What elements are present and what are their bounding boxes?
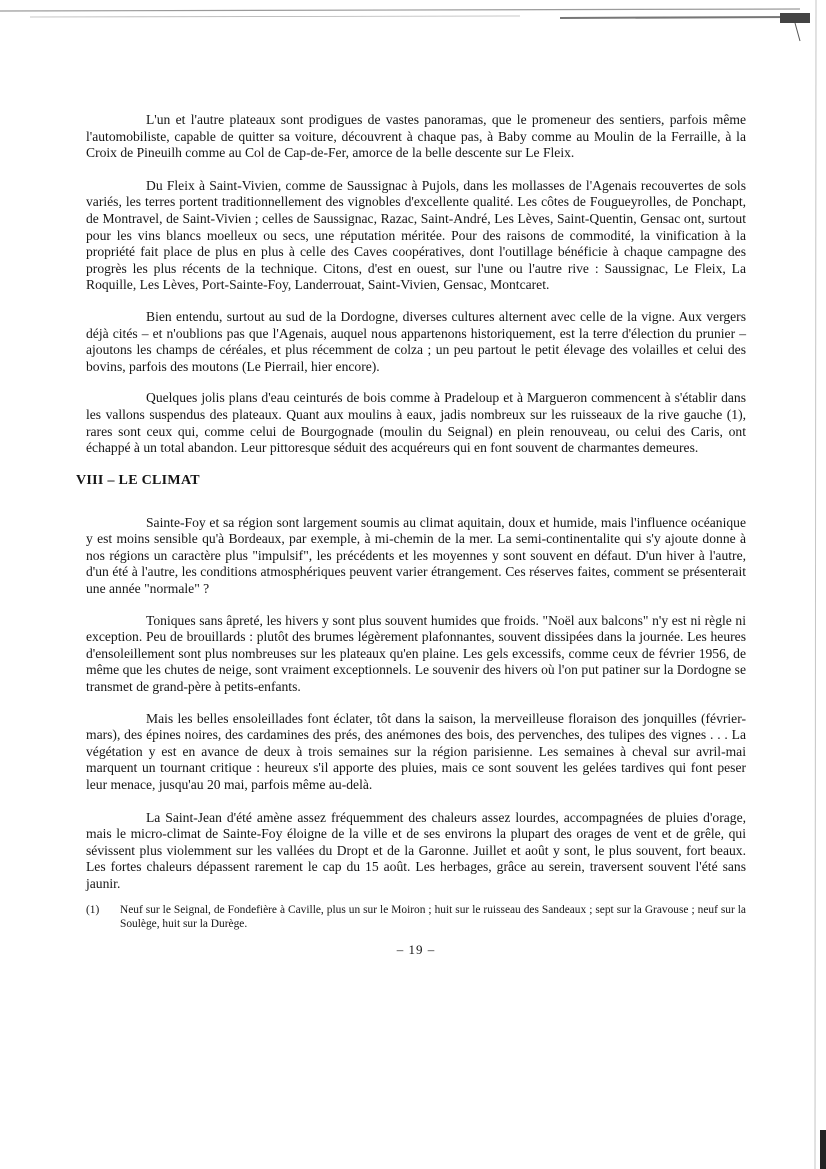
footnote-marker: (1): [86, 903, 100, 916]
paragraph-ete: La Saint-Jean d'été amène assez fréquemment des chaleurs assez lourdes, accompagnées de pluies d'orage, mais le micro-climat de Sainte-Foy éloigne de la ville et de ses environs la plupart des orages de vent et de grêle, qui sévissent plus violemment sur les vallées du Dropt et de la Garonne. Juillet et août y sont, le plus souvent, fort beaux. Les fortes chaleurs dépassent rarement le cap du 15 août. Les herbages, grâce au serein, traversent souvent l'été sans jaunir.: [86, 809, 746, 891]
paragraph-plateaux: L'un et l'autre plateaux sont prodigues de vastes panoramas, que le promeneur des sentiers, parfois même l'automobiliste, capable de quitter sa voiture, découvrent à chaque pas, à Baby comme au Moulin de la Ferraille, à la Croix de Pineuilh comme au Col de Cap-de-Fer, amorce de la belle descente sur Le Fleix.: [86, 112, 746, 161]
footnote: [86, 903, 746, 931]
footnote-text: Neuf sur le Seignal, de Fondefière à Caville, plus un sur le Moiron ; huit sur le ruisseau des Sandeaux ; sept sur la Gravouse ; neuf sur la Soulège, huit sur la Durège.: [120, 903, 746, 930]
page-body: [76, 112, 746, 958]
paragraph-cultures: Bien entendu, surtout au sud de la Dordogne, diverses cultures alternent avec celle de la vigne. Aux vergers déjà cités – et n'oublions pas que l'Agenais, auquel nous appartenons historiquement, est la terre d'élection du prunier – ajoutons les champs de céréales, et plus récemment de colza ; un peu partout le petit élevage des volailles et celui des bovins, parfois des moutons (Le Pierrail, hier encore).: [86, 308, 746, 374]
paragraph-printemps: Mais les belles ensoleillades font éclater, tôt dans la saison, la merveilleuse floraison des jonquilles (février-mars), des épines noires, des cardamines des prés, des anémones des bois, des pervenches, des tulipes des vignes . . . La végétation y est en avance de deux à trois semaines sur la région parisienne. Les semaines à cheval sur avril-mai marquent un tournant critique : heureux s'il apporte des pluies, mais ce sont souvent les gelées tardives qui font peser leur menace, jusqu'au 20 mai, parfois même au-delà.: [86, 710, 746, 792]
paragraph-climat-intro: Sainte-Foy et sa région sont largement soumis au climat aquitain, doux et humide, mais l'influence océanique y est moins sensible qu'à Bordeaux, par exemple, à mi-chemin de la mer. La semi-continentalite qui s'y ajoute donne à nos régions un caractère plus "impulsif", les précédents et les moyennes y sont souvent en défaut. D'un hiver à l'autre, d'un été à l'autre, les conditions atmosphériques peuvent varier étrangement. Ces réserves faites, comment se présenterait une année "normale" ?: [86, 514, 746, 597]
scan-edge-right: [812, 0, 826, 1169]
paragraph-hivers: Toniques sans âpreté, les hivers y sont plus souvent humides que froids. "Noël aux balcons" n'y est ni règle ni exception. Peu de brouillards : plutôt des brumes légèrement plafonnantes, souvent dissipées dans la journée. Les heures d'ensoleillement sont plus nombreuses sur les plateaux qu'en plaine. Les gels excessifs, comme ceux de février 1956, de même que les chutes de neige, sont vraiment exceptionnels. Le souvenir des hivers où l'on put patiner sur la Dordogne se transmet de grand-père à petits-enfants.: [86, 612, 746, 695]
scan-edge-top: [0, 5, 826, 45]
section-heading: VIII – LE CLIMAT: [76, 472, 200, 488]
paragraph-plans-eau: Quelques jolis plans d'eau ceinturés de bois comme à Pradeloup et à Margueron commencent à s'établir dans les vallons suspendus des plateaux. Quant aux moulins à eaux, jadis nombreux sur les ruisseaux de la rive gauche (1), rares sont ceux qui, comme celui de Bourgognade (moulin du Seignal) en plein renouveau, ou celui des Caris, ont échappé à un total abandon. Leur pittoresque séduit des acquéreurs qui en font souvent de charmantes demeures.: [86, 390, 746, 456]
paragraph-vignobles: Du Fleix à Saint-Vivien, comme de Saussignac à Pujols, dans les mollasses de l'Agenais recouvertes de sols variés, les terres portent traditionnellement des vignobles d'excellente qualité. Les côtes de Fougueyrolles, de Ponchapt, de Montravel, de Saint-Vivien ; celles de Saussignac, Razac, Saint-André, Les Lèves, Saint-Quentin, Gensac ont, surtout pour les vins blancs moelleux ou secs, une réputation méritée. Pour des raisons de commodité, la vinification à la propriété fait place de plus en plus à celle des Caves coopératives, dont l'outillage bénéficie à chaque campagne des progrès les plus récents de la technique. Citons, d'est en ouest, sur l'une ou l'autre rive : Saussignac, Le Fleix, La Roquille, Les Lèves, Port-Sainte-Foy, Landerrouat, Saint-Vivien, Gensac, Montcaret.: [86, 177, 746, 293]
page-number: – 19 –: [396, 941, 436, 957]
